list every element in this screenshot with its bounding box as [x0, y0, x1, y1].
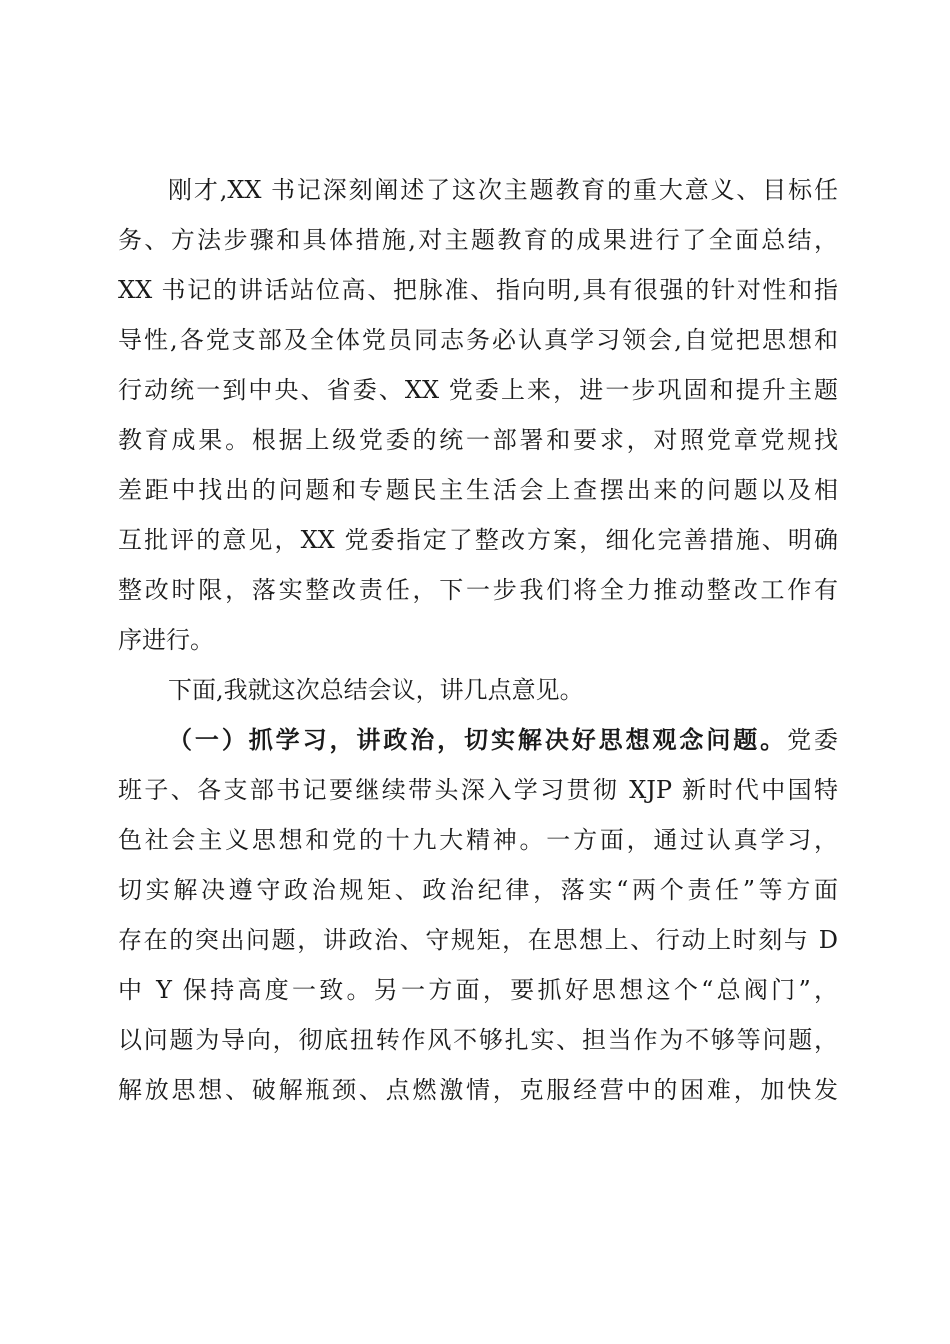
text-line: 下面,我就这次总结会议，讲几点意见。 — [168, 676, 584, 704]
paragraph-2 — [118, 665, 838, 715]
text-line: 切实解决遵守政治规矩、政治纪律，落实“两个责任”等方面 — [118, 876, 838, 904]
text-line: 序进行。 — [118, 626, 214, 654]
text-line: XX 书记的讲话站位高、把脉准、指向明,具有很强的针对性和指 — [118, 276, 838, 304]
paragraph-1 — [118, 165, 838, 665]
text-line — [118, 715, 838, 765]
text-line: 整改时限，落实整改责任，下一步我们将全力推动整改工作有 — [118, 576, 838, 604]
text-line: 务、方法步骤和具体措施,对主题教育的成果进行了全面总结， — [118, 226, 838, 254]
text-line: 存在的突出问题，讲政治、守规矩，在思想上、行动上时刻与 D — [118, 926, 838, 954]
text-line: 中 Y 保持高度一致。另一方面，要抓好思想这个“总阀门”， — [118, 976, 838, 1004]
text-line: 行动统一到中央、省委、XX 党委上来，进一步巩固和提升主题 — [118, 376, 838, 404]
text-line: 互批评的意见，XX 党委指定了整改方案，细化完善措施、明确 — [118, 526, 838, 554]
document-body — [118, 165, 838, 1115]
text-line: 导性,各党支部及全体党员同志务必认真学习领会,自觉把思想和 — [118, 326, 838, 354]
text-line: 以问题为导向，彻底扭转作风不够扎实、担当作为不够等问题， — [118, 1026, 838, 1054]
text-line: 教育成果。根据上级党委的统一部署和要求，对照党章党规找 — [118, 426, 838, 454]
text-line: 色社会主义思想和党的十九大精神。一方面，通过认真学习， — [118, 826, 838, 854]
text-line: 解放思想、破解瓶颈、点燃激情，克服经营中的困难，加快发 — [118, 1076, 838, 1104]
text-line: 差距中找出的问题和专题民主生活会上查摆出来的问题以及相 — [118, 476, 838, 504]
text-line: 刚才,XX 书记深刻阐述了这次主题教育的重大意义、目标任 — [168, 176, 838, 204]
heading-line-rest: 党委 — [787, 726, 838, 754]
paragraph-3 — [118, 715, 838, 1115]
text-line: 班子、各支部书记要继续带头深入学习贯彻 XJP 新时代中国特 — [118, 776, 838, 804]
section-heading: （一）抓学习，讲政治，切实解决好思想观念问题。 — [168, 725, 788, 754]
